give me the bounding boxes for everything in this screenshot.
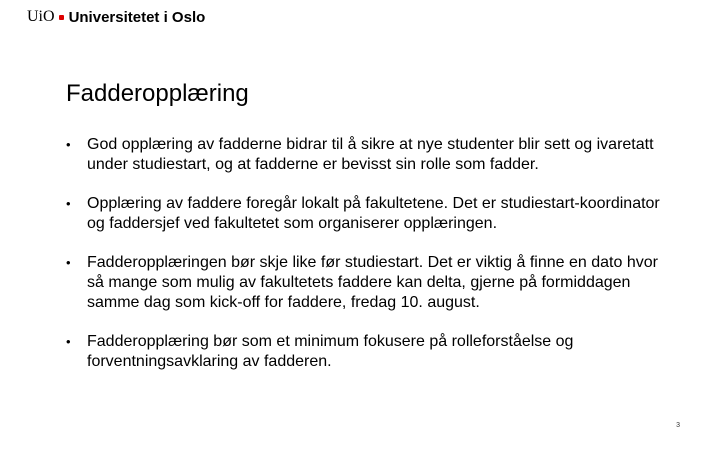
bullet-dot-icon: • [66,196,71,211]
bullet-item-3 [66,253,676,313]
bullet-dot-icon: • [66,334,71,349]
slide-title: Fadderopplæring [66,80,249,107]
bullet-text: Opplæring av faddere foregår lokalt på fakultetene. Det er studiestart-koordinator og faddersjef ved fakultetet som organiserer opplæringen. [87,195,660,232]
bullet-item-4 [66,332,676,372]
bullet-item-1 [66,135,676,175]
bullet-dot-icon: • [66,255,71,270]
bullet-dot-icon: • [66,137,71,152]
logo-short-text: UiO [27,8,55,25]
bullet-list [66,135,676,391]
logo-red-square-icon [59,15,64,20]
bullet-text: Fadderopplæring bør som et minimum fokusere på rolleforståelse og forventningsavklaring av fadderen. [87,333,574,370]
bullet-item-2 [66,194,676,234]
logo-university-name: Universitetet i Oslo [68,8,206,26]
page-number: 3 [676,422,680,429]
bullet-text: God opplæring av fadderne bidrar til å sikre at nye studenter blir sett og ivaretatt under studiestart, og at fadderne er bevisst sin rolle som fadder. [87,136,654,173]
bullet-text: Fadderopplæringen bør skje like før studiestart. Det er viktig å finne en dato hvor så mange som mulig av fakultetets faddere kan delta, gjerne på formiddagen samme dag som kick-off for faddere, fredag 10. august. [87,254,658,311]
uio-logo [27,8,205,26]
